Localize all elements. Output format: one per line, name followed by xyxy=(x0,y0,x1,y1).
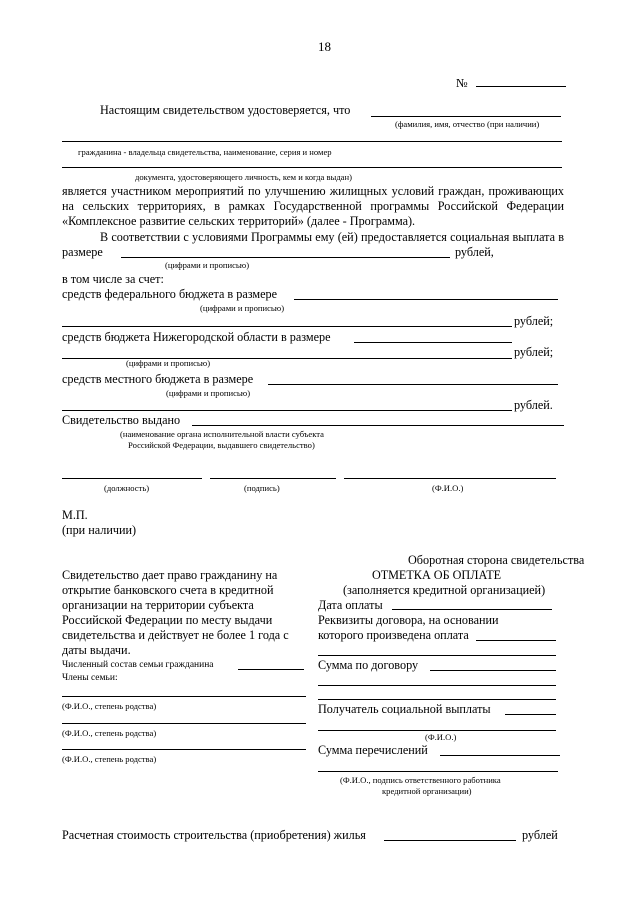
left-line-6: даты выдачи. xyxy=(62,643,131,657)
bank-employee-field[interactable] xyxy=(318,771,558,772)
federal-field-2[interactable] xyxy=(62,326,512,327)
federal-field[interactable] xyxy=(294,299,558,300)
hint-amount: (цифрами и прописью) xyxy=(165,260,250,270)
bank-hint-1: (Ф.И.О., подпись ответственного работника xyxy=(340,775,501,785)
certificate-number-label xyxy=(456,75,566,90)
recipient-field-2[interactable] xyxy=(318,730,556,731)
page-number: 18 xyxy=(318,39,331,54)
member-hint-1: (Ф.И.О., степень родства) xyxy=(62,701,157,711)
bank-hint-2: кредитной организации) xyxy=(382,786,472,796)
payment-title: ОТМЕТКА ОБ ОПЛАТЕ xyxy=(372,568,502,582)
family-count-field[interactable] xyxy=(238,669,304,670)
participant-line-2: на сельских территориях, в рамках Государственной программы Российской Федерации xyxy=(62,199,564,213)
local-field-2[interactable] xyxy=(62,410,512,411)
hint-signature: (подпись) xyxy=(244,483,280,493)
issued-label: Свидетельство выдано xyxy=(62,413,181,427)
certificate-number-field[interactable] xyxy=(476,75,566,87)
conditions-line: В соответствии с условиями Программы ему (ей) предоставляется социальная выплата в xyxy=(100,230,564,244)
hint-document: документа, удостоверяющего личность, кем и когда выдан) xyxy=(135,172,352,182)
contract-sum-field[interactable] xyxy=(430,670,556,671)
transfer-sum-field[interactable] xyxy=(440,755,560,756)
cert-intro: Настоящим свидетельством удостоверяется, что xyxy=(100,103,351,117)
estimated-cost-rubles: рублей xyxy=(522,828,558,842)
signer-fio-field[interactable] xyxy=(344,478,556,479)
contract-field-2[interactable] xyxy=(318,655,556,656)
position-field[interactable] xyxy=(62,478,202,479)
payment-date-field[interactable] xyxy=(392,609,552,610)
including-label: в том числе за счет: xyxy=(62,272,164,286)
member-field-2[interactable] xyxy=(62,723,306,724)
contract-label-1: Реквизиты договора, на основании xyxy=(318,613,499,627)
regional-label: средств бюджета Нижегородской области в размере xyxy=(62,330,331,344)
federal-rubles: рублей; xyxy=(514,314,554,328)
estimated-cost-label: Расчетная стоимость строительства (приобретения) жилья xyxy=(62,828,366,842)
local-rubles: рублей. xyxy=(514,398,553,412)
member-hint-2: (Ф.И.О., степень родства) xyxy=(62,728,157,738)
fio-field[interactable] xyxy=(371,116,561,117)
regional-field[interactable] xyxy=(354,342,512,343)
amount-label: размере xyxy=(62,245,103,259)
left-line-5: свидетельства и действует не более 1 года с xyxy=(62,628,289,642)
local-field[interactable] xyxy=(268,384,558,385)
family-members-label: Члены семьи: xyxy=(62,673,118,683)
issued-field[interactable] xyxy=(192,425,564,426)
hint-signer-fio: (Ф.И.О.) xyxy=(432,483,464,493)
document-field[interactable] xyxy=(62,167,562,168)
regional-rubles: рублей; xyxy=(514,345,554,359)
recipient-field[interactable] xyxy=(505,714,556,715)
payment-subtitle: (заполняется кредитной организацией) xyxy=(343,583,546,597)
signature-field[interactable] xyxy=(210,478,336,479)
contract-sum-label: Сумма по договору xyxy=(318,658,419,672)
seal-label: М.П. xyxy=(62,508,88,522)
number-sign: № xyxy=(456,76,468,90)
left-line-2: открытие банковского счета в кредитной xyxy=(62,583,274,597)
citizen-field[interactable] xyxy=(62,141,562,142)
amount-field[interactable] xyxy=(121,257,450,258)
family-count-label: Численный состав семьи гражданина xyxy=(62,660,214,670)
left-line-3: организации на территории субъекта xyxy=(62,598,254,612)
hint-authority-2: Российской Федерации, выдавшего свидетельство) xyxy=(128,440,315,450)
hint-fio: (фамилия, имя, отчество (при наличии) xyxy=(395,119,540,129)
left-line-1: Свидетельство дает право гражданину на xyxy=(62,568,278,582)
local-label: средств местного бюджета в размере xyxy=(62,372,254,386)
rubles-comma: рублей, xyxy=(455,245,494,259)
seal-note: (при наличии) xyxy=(62,523,137,537)
federal-label: средств федерального бюджета в размере xyxy=(62,287,278,301)
hint-federal: (цифрами и прописью) xyxy=(200,303,285,313)
member-field-3[interactable] xyxy=(62,749,306,750)
member-field-1[interactable] xyxy=(62,696,306,697)
contract-field[interactable] xyxy=(476,640,556,641)
transfer-sum-label: Сумма перечислений xyxy=(318,743,428,757)
reverse-side-label: Оборотная сторона свидетельства xyxy=(408,553,585,567)
hint-citizen: гражданина - владельца свидетельства, наименование, серия и номер xyxy=(78,147,332,157)
hint-regional: (цифрами и прописью) xyxy=(126,358,211,368)
hint-local: (цифрами и прописью) xyxy=(166,388,251,398)
member-hint-3: (Ф.И.О., степень родства) xyxy=(62,754,157,764)
payment-date-label: Дата оплаты xyxy=(318,598,383,612)
participant-line-1: является участником мероприятий по улучшению жилищных условий граждан, проживающих xyxy=(62,184,564,198)
hint-position: (должность) xyxy=(104,483,150,493)
estimated-cost-field[interactable] xyxy=(384,840,516,841)
contract-sum-field-3[interactable] xyxy=(318,699,556,700)
contract-label-2: которого произведена оплата xyxy=(318,628,469,642)
hint-authority-1: (наименование органа исполнительной власти субъекта xyxy=(120,429,324,439)
participant-line-3: «Комплексное развитие сельских территорий» (далее - Программа). xyxy=(62,214,416,228)
left-line-4: Российской Федерации по месту выдачи xyxy=(62,613,273,627)
contract-sum-field-2[interactable] xyxy=(318,685,556,686)
recipient-label: Получатель социальной выплаты xyxy=(318,702,491,716)
hint-recipient-fio: (Ф.И.О.) xyxy=(425,732,457,742)
